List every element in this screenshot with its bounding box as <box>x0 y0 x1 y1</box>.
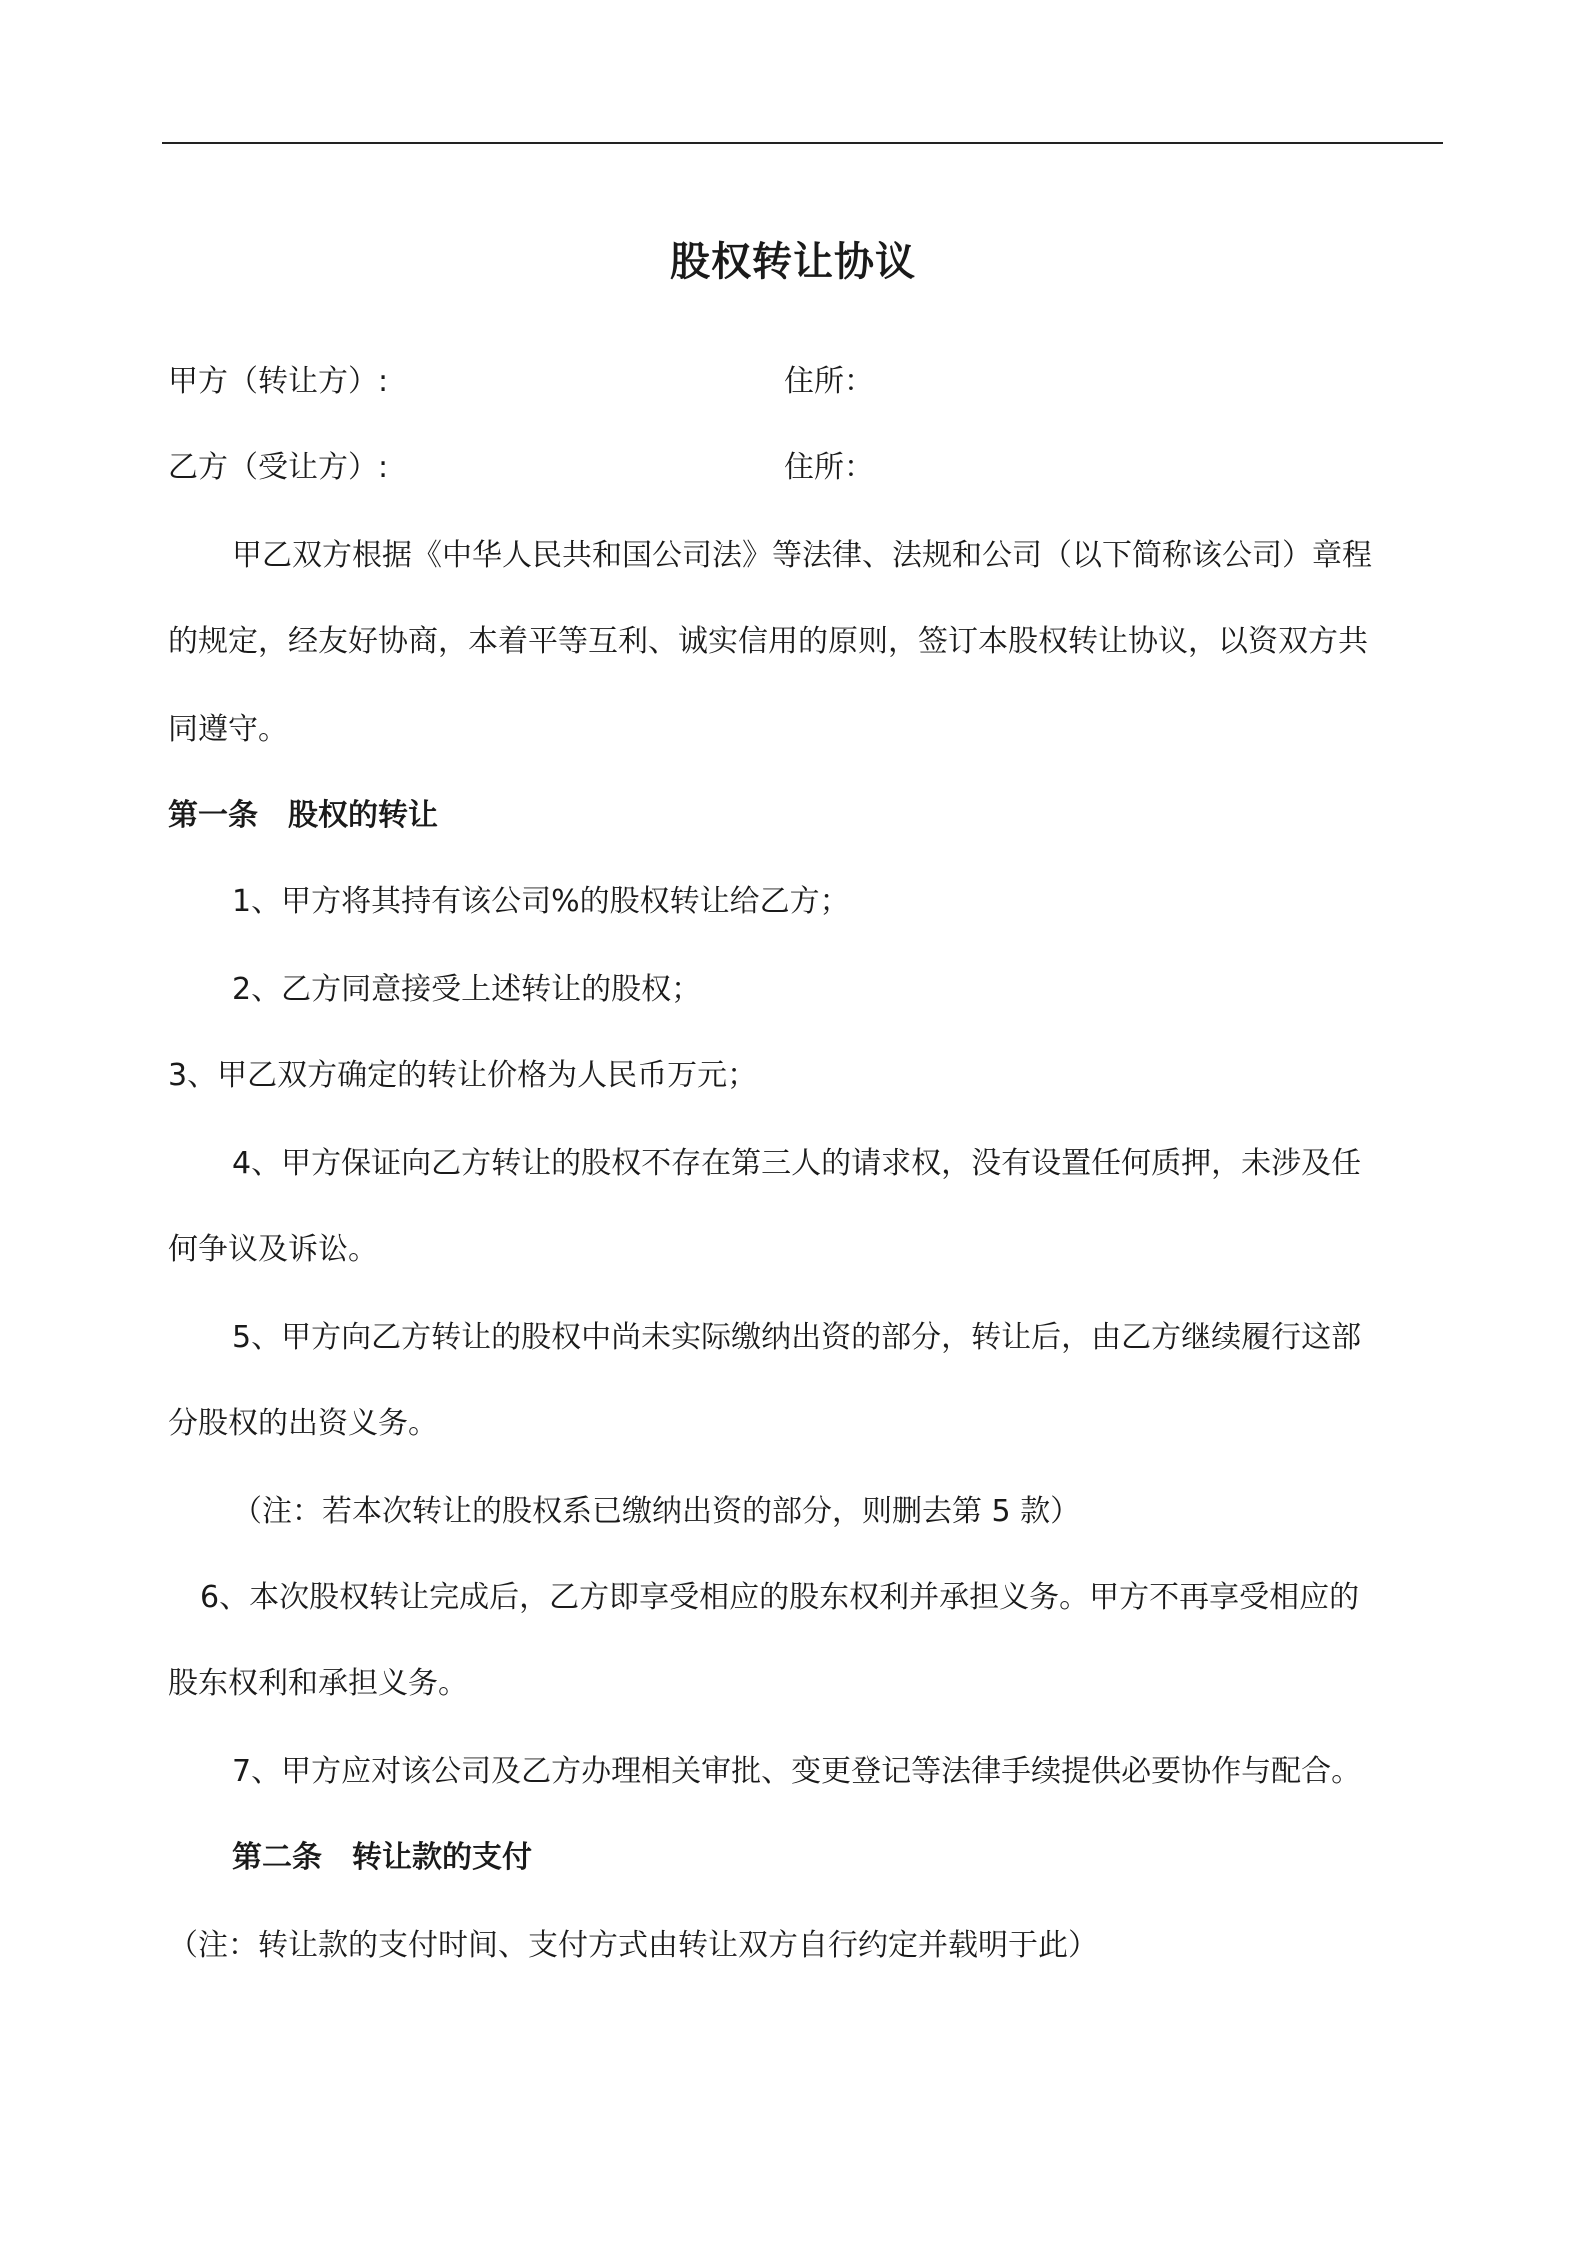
article-1-clause-1: 1、甲方将其持有该公司%的股权转让给乙方； <box>232 884 850 919</box>
party-a-address-label: 住所： <box>784 364 874 399</box>
article-1-heading: 第一条 股权的转让 <box>168 798 438 833</box>
article-1-note: （注：若本次转让的股权系已缴纳出资的部分，则删去第 5 款） <box>232 1494 1081 1529</box>
article-1-clause-6-line-2: 股东权利和承担义务。 <box>168 1666 468 1701</box>
article-1-clause-7: 7、甲方应对该公司及乙方办理相关审批、变更登记等法律手续提供必要协作与配合。 <box>232 1754 1362 1789</box>
header-rule <box>162 142 1443 144</box>
party-b-address-label: 住所： <box>784 450 874 485</box>
article-1-clause-6-line-1: 6、本次股权转让完成后，乙方即享受相应的股东权利并承担义务。甲方不再享受相应的 <box>200 1580 1360 1615</box>
article-1-clause-5-line-2: 分股权的出资义务。 <box>168 1406 438 1441</box>
article-2-heading: 第二条 转让款的支付 <box>232 1840 532 1875</box>
article-1-clause-5-line-1: 5、甲方向乙方转让的股权中尚未实际缴纳出资的部分，转让后，由乙方继续履行这部 <box>232 1320 1362 1355</box>
party-a-label: 甲方（转让方）: <box>168 364 389 399</box>
article-1-clause-4-line-2: 何争议及诉讼。 <box>168 1232 378 1267</box>
article-2-note: （注：转让款的支付时间、支付方式由转让双方自行约定并载明于此） <box>168 1928 1098 1963</box>
article-1-clause-3: 3、甲乙双方确定的转让价格为人民币万元； <box>168 1058 758 1093</box>
article-1-clause-4-line-1: 4、甲方保证向乙方转让的股权不存在第三人的请求权，没有设置任何质押，未涉及任 <box>232 1146 1362 1181</box>
preamble-line-1: 甲乙双方根据《中华人民共和国公司法》等法律、法规和公司（以下简称该公司）章程 <box>232 538 1372 573</box>
document-title: 股权转让协议 <box>670 239 916 285</box>
preamble-line-2: 的规定，经友好协商，本着平等互利、诚实信用的原则，签订本股权转让协议，以资双方共 <box>168 624 1368 659</box>
preamble-line-3: 同遵守。 <box>168 712 288 747</box>
party-b-label: 乙方（受让方）: <box>168 450 389 485</box>
article-1-clause-2: 2、乙方同意接受上述转让的股权； <box>232 972 702 1007</box>
